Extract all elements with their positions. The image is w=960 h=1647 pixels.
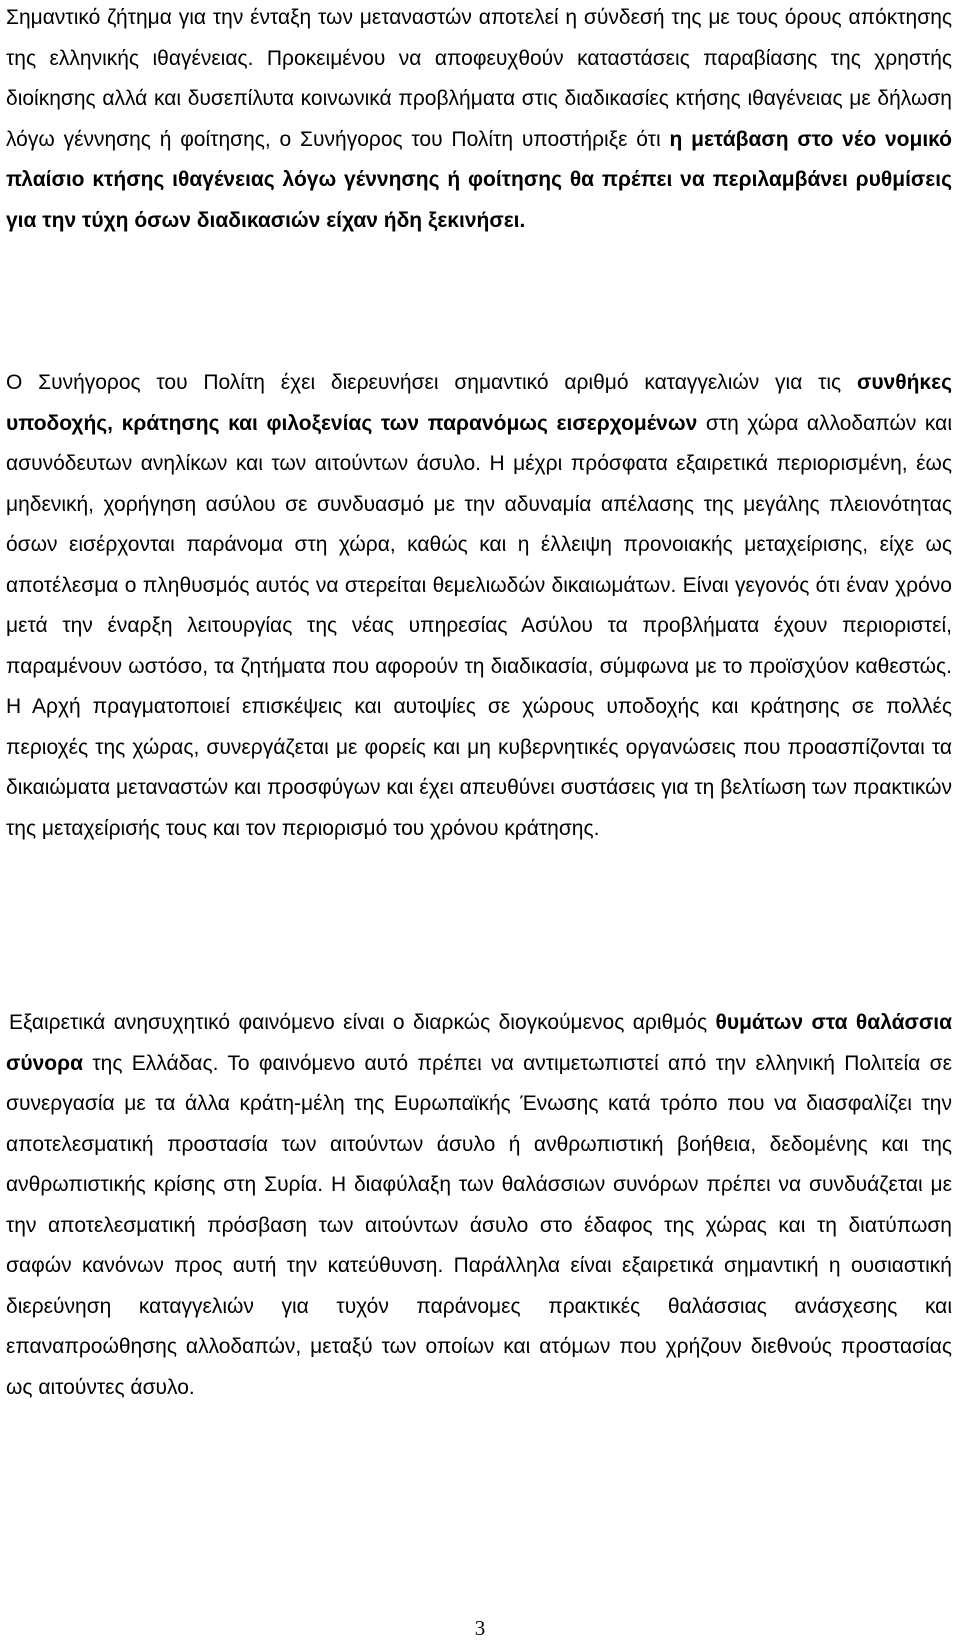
paragraph-text: στη χώρα αλλοδαπών και ασυνόδευτων ανηλίκων και των αιτούντων άσυλο. Η μέχρι πρόσφατα εξαιρετικά περιορισμένη, έως μηδενική, χορήγηση ασύλου σε συνδυασμό με την αδυναμία απέλασης της μεγάλης πλειονότητας όσων εισέρχονται παράνομα στη χώρα, καθώς και η έλλειψη προνοιακής μεταχείρισης, είχε ως αποτέλεσμα ο πληθυσμός αυτός να στερείται θεμελιωδών δικαιωμάτων. Είναι γεγονός ότι έναν χρόνο μετά την έναρξη λειτουργίας της νέας υπηρεσίας Ασύλου τα προβλήματα έχουν περιοριστεί, παραμένουν ωστόσο, τα ζητήματα που αφορούν τη διαδικασία, σύμφωνα με το προϊσχύον καθεστώς. Η Αρχή πραγματοποιεί επισκέψεις και αυτοψίες σε χώρους υποδοχής και κράτησης σε πολλές περιοχές της χώρας, συνεργάζεται με φορείς και μη κυβερνητικές οργανώσεις που προασπίζονται τα δικαιώματα μεταναστών και προσφύγων και έχει απευθύνει συστάσεις για τη βελτίωση των πρακτικών της μεταχείρισής τους και τον περιορισμό του χρόνου κράτησης. (6, 411, 952, 840)
paragraph-text: της Ελλάδας. Το φαινόμενο αυτό πρέπει να αντιμετωπιστεί από την ελληνική Πολιτεία σε συνεργασία με τα άλλα κράτη-μέλη της Ευρωπαϊκής Ένωσης κατά τρόπο που να διασφαλίζει την αποτελεσματική προστασία των αιτούντων άσυλο ή ανθρωπιστική βοήθεια, δεδομένης και της ανθρωπιστικής κρίσης στη Συρία. Η διαφύλαξη των θαλάσσιων συνόρων πρέπει να συνδυάζεται με την αποτελεσματική πρόσβαση των αιτούντων άσυλο στο έδαφος της χώρας και τη διατύπωση σαφών κανόνων προς αυτή την κατεύθυνση. Παράλληλα είναι εξαιρετικά σημαντική η ουσιαστική διερεύνηση καταγγελιών για τυχόν παράνομες πρακτικές θαλάσσιας ανάσχεσης και επαναπροώθησης αλλοδαπών, μεταξύ των οποίων και ατόμων που χρήζουν διεθνούς προστασίας ως αιτούντες άσυλο. (6, 1051, 952, 1399)
paragraph-text: Εξαιρετικά ανησυχητικό φαινόμενο είναι ο διαρκώς διογκούμενος αριθμός (9, 1011, 716, 1034)
paragraph-text: Σημαντικό ζήτημα για την ένταξη των μεταναστών αποτελεί η σύνδεσή της με τους όρους απόκτησης της ελληνικής ιθαγένειας. Προκειμένου να αποφευχθούν καταστάσεις παραβίασης της χρηστής διοίκησης αλλά και δυσεπίλυτα κοινωνικά προβλήματα στις διαδικασίες κτήσης ιθαγένειας με δήλωση λόγω γέννησης ή φοίτησης, ο Συνήγορος του Πολίτη υποστήριξε ότι (6, 6, 952, 151)
page-number: 3 (474, 1616, 486, 1640)
paragraph-citizenship (6, 0, 952, 241)
paragraph-reception-conditions (6, 363, 952, 849)
paragraph-text: Ο Συνήγορος του Πολίτη έχει διερευνήσει σημαντικό αριθμό καταγγελιών για τις (6, 371, 857, 394)
paragraph-bold-text: η μετάβαση στο νέο νομικό πλαίσιο κτήσης ιθαγένειας λόγω γέννησης ή φοίτησης θα πρέπει να περιλαμβάνει ρυθμίσεις για την τύχη όσων διαδικασιών είχαν ήδη ξεκινήσει. (6, 127, 952, 232)
paragraph-bold-text: θυμάτων στα θαλάσσια σύνορα (6, 1011, 953, 1075)
paragraph-bold-text: συνθήκες υποδοχής, κράτησης και φιλοξενίας των παρανόμως εισερχομένων (6, 371, 952, 435)
paragraph-sea-borders (6, 1003, 952, 1408)
